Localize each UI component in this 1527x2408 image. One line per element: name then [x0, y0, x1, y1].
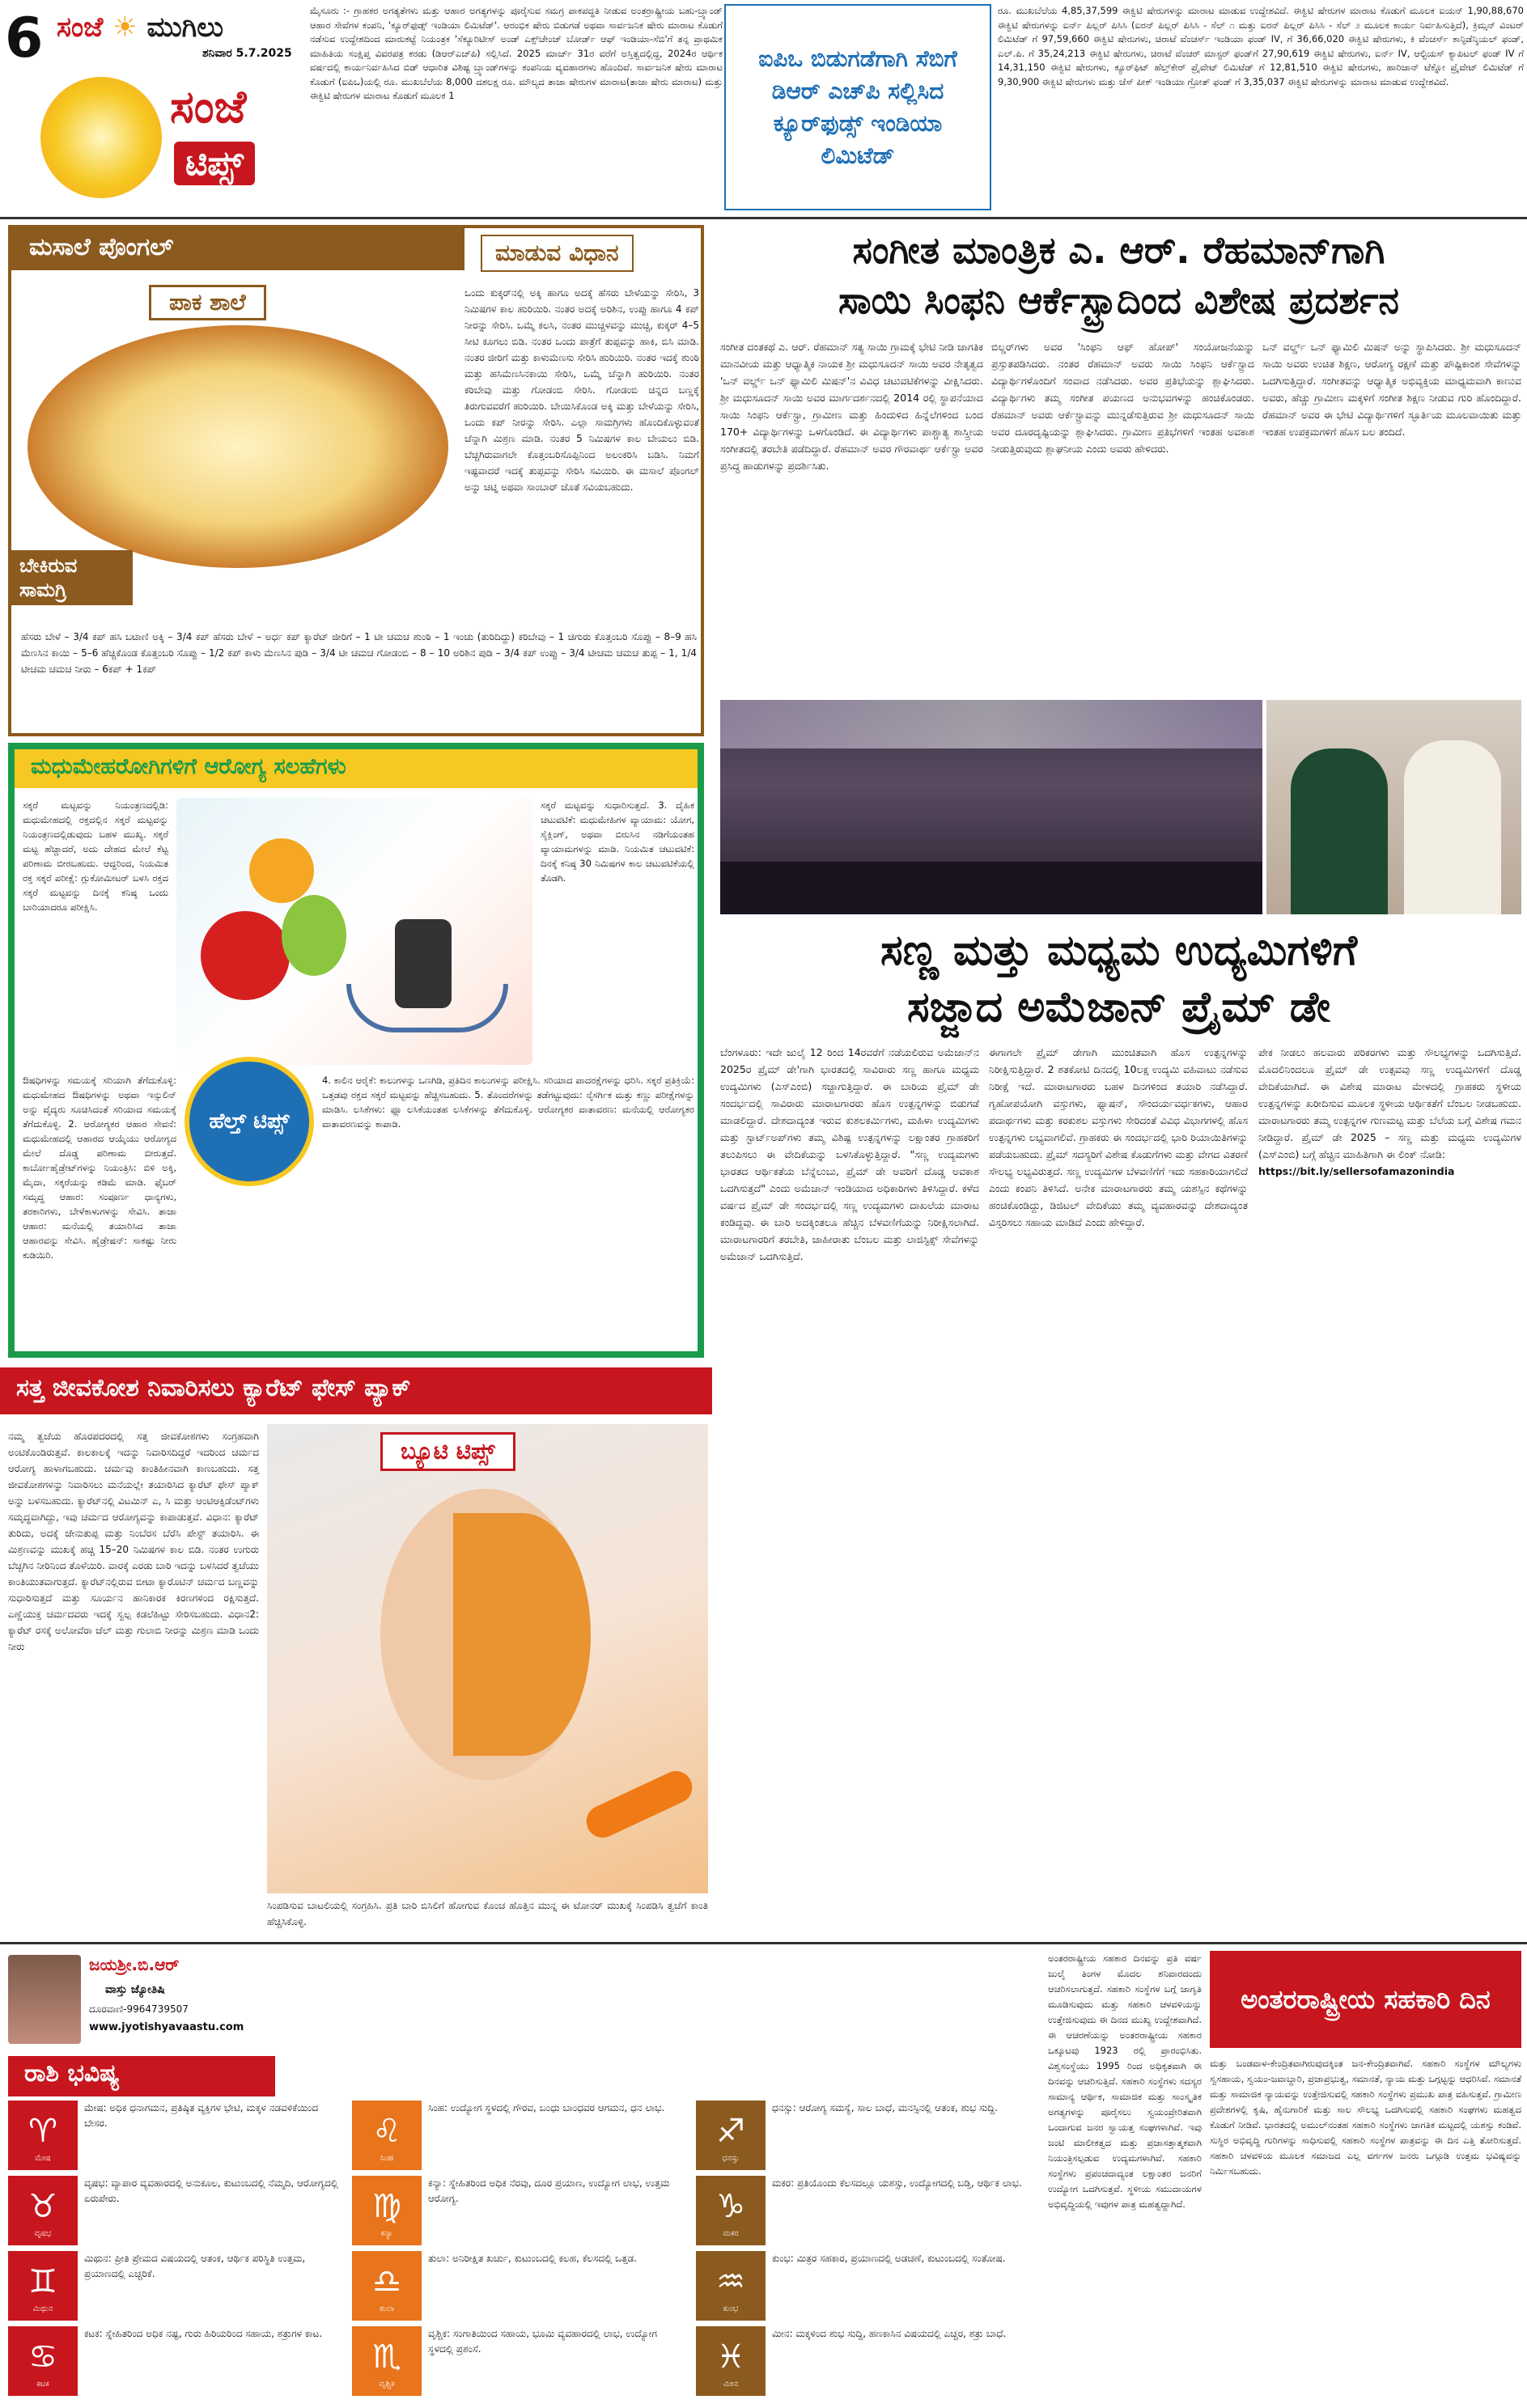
zodiac-sign-name: ಧನಸ್ಸು	[722, 2153, 740, 2163]
rahman-headline	[716, 225, 1521, 325]
pongal-title: ಮಸಾಲೆ ಪೊಂಗಲ್	[29, 233, 174, 261]
zodiac-sign-icon	[8, 2101, 78, 2170]
rahman-col2: ಬಿಲ್ಡರ್‌ಗಳು ಅವರ 'ಸಿಂಫನಿ ಆಫ್ ಹೋಪ್' ಸಂಯೋಜನೆಯನ್ನು ಪ್ರಸ್ತುತಪಡಿಸಿದರು. ನಂತರ ರೆಹಮಾನ್ ಅವರು ಸಾಯಿ ಸಿಂಫನಿ ಆರ್ಕೆಸ್ಟ್ರಾದ ವಿದ್ಯಾರ್ಥಿಗಳೊಂದಿಗೆ ಸಂವಾದ ನಡೆಸಿದರು. ಅವರ ಪ್ರತಿಭೆಯನ್ನು ಶ್ಲಾಘಿಸಿದರು. ವಿದ್ಯಾರ್ಥಿಗಳು ತಮ್ಮ ಸಂಗೀತ ಪಯಣದ ಅನುಭವಗಳನ್ನು ಹಂಚಿಕೊಂಡರು. ರೆಹಮಾನ್ ಅವರು ಆರ್ಕೆಸ್ಟ್ರಾವನ್ನು ಮುನ್ನಡೆಸುತ್ತಿರುವ ಶ್ರೀ ಮಧುಸೂದನ್ ಸಾಯಿ ಅವರ ದೂರದೃಷ್ಟಿಯನ್ನು ಶ್ಲಾಘಿಸಿದರು. ಗ್ರಾಮೀಣ ಪ್ರತಿಭೆಗಳಿಗೆ ಇಂತಹ ಅವಕಾಶ ನೀಡುತ್ತಿರುವುದು ಶ್ಲಾಘನೀಯ ಎಂದು ಅವರು ಹೇಳಿದರು.	[991, 341, 1258, 455]
horoscope-sign	[696, 2251, 1032, 2321]
paper-name	[57, 11, 223, 44]
issue-date: ಶನಿವಾರ 5.7.2025	[202, 47, 292, 60]
health-image	[176, 798, 532, 1065]
zodiac-glyph-icon: ♓	[716, 2338, 745, 2376]
horoscope-sign	[352, 2101, 688, 2171]
horoscope-text: ವೃಶ್ಚಿಕ: ಸಂಗಾತಿಯಿಂದ ಸಹಾಯ, ಭೂಮಿ ವ್ಯವಹಾರದಲ್ಲಿ ಲಾಭ, ಉದ್ಯೋಗ ಸ್ಥಳದಲ್ಲಿ ಪ್ರಶಂಸೆ.	[428, 2328, 658, 2355]
zodiac-sign-name: ಮಿಥುನ	[32, 2304, 53, 2313]
horoscope-sign	[696, 2326, 1032, 2397]
amazon-headline-line2: ಸಜ್ಜಾದ ಅಮೆಜಾನ್ ಪ್ರೈಮ್ ಡೇ	[907, 983, 1330, 1032]
beauty-image	[267, 1424, 708, 1893]
pongal-method-title: ಮಾಡುವ ವಿಧಾನ	[481, 235, 634, 272]
curefoods-headline: ಐಪಿಒ ಬಿಡುಗಡೆಗಾಗಿ ಸೆಬಿಗೆ ಡಿಆರ್ ಎಚ್‌ಪಿ ಸಲ್ಲಿಸಿದ ಕ್ಯೂರ್‌ಫುಡ್ಸ್ ಇಂಡಿಯಾ ಲಿಮಿಟೆಡ್	[758, 45, 957, 169]
paper-name-left: ಸಂಜೆ	[57, 11, 104, 44]
pongal-ingredients: ಹೆಸರು ಬೇಳೆ – 3/4 ಕಪ್ ಹಸಿ ಬಟಾಣಿ ಅಕ್ಕಿ – 3/4 ಕಪ್ ಹೆಸರು ಬೇಳೆ – ಅರ್ಧ ಕಪ್ ಕ್ಯಾರೆಟ್ ಜೀರಿಗೆ – 1 ಟೀ ಚಮಚ ಶುಂಠಿ – 1 ಇಂಚು (ತುರಿದಿದ್ದು) ಕರಿಬೇವು – 1 ಚಿಗುರು ಕೊತ್ತಂಬರಿ ಸೊಪ್ಪು – 8–9 ಹಸಿ ಮೆಣಸಿನ ಕಾಯಿ – 5–6 ಹೆಚ್ಚಿಕೊಂಡ ಕೊತ್ತಂಬರಿ ಸೊಪ್ಪು – 1/2 ಕಪ್ ಕಾಳು ಮೆಣಸಿನ ಪುಡಿ – 3/4 ಟೀ ಚಮಚ ಗೋಡಂಬಿ – 8 – 10 ಅರಿಶಿನ ಪುಡಿ – 3/4 ಕಪ್ ಉಪ್ಪು – 3/4 ಟೀಚಮ ಚಮಚ ತುಪ್ಪ – 1, 1/4 ಟೀಚಮ ಚಮಚ ನೀರು – 6ಕಪ್ + 1ಕಪ್	[21, 631, 700, 675]
zodiac-glyph-icon: ♈	[28, 2112, 57, 2150]
zodiac-sign-icon	[8, 2251, 78, 2321]
horoscope-sign	[8, 2101, 344, 2171]
zodiac-sign-icon	[8, 2326, 78, 2396]
horoscope-text: ವೃಷಭ: ವ್ಯಾಪಾರ ವ್ಯವಹಾರದಲ್ಲಿ ಅನುಕೂಲ, ಕುಟುಂಬದಲ್ಲಿ ನೆಮ್ಮದಿ, ಆರೋಗ್ಯದಲ್ಲಿ ಏರುಪೇರು.	[84, 2177, 338, 2204]
rahman-headline-line1: ಸಂಗೀತ ಮಾಂತ್ರಿಕ ಎ. ಆರ್. ರೆಹಮಾನ್‌ಗಾಗಿ	[852, 228, 1385, 272]
rahman-headline-line2: ಸಾಯಿ ಸಿಂಫನಿ ಆರ್ಕೆಸ್ಟ್ರಾದಿಂದ ವಿಶೇಷ ಪ್ರದರ್ಶನ	[838, 278, 1399, 322]
diabetes-left-bottom: ಔಷಧಿಗಳನ್ನು ಸಮಯಕ್ಕೆ ಸರಿಯಾಗಿ ತೆಗೆದುಕೊಳ್ಳಿ: ಮಧುಮೇಹದ ಔಷಧಿಗಳನ್ನು ಅಥವಾ ಇನ್ಸುಲಿನ್ ಅನ್ನು ವೈದ್ಯರು ಸೂಚಿಸಿದಂತೆ ಸರಿಯಾದ ಸಮಯಕ್ಕೆ ತೆಗೆದುಕೊಳ್ಳಿ. 2. ಆರೋಗ್ಯಕರ ಆಹಾರ ಸೇವನೆ: ಮಧುಮೇಹದಲ್ಲಿ ಆಹಾರದ ಆಯ್ಕೆಯು ಆರೋಗ್ಯದ ಮೇಲೆ ದೊಡ್ಡ ಪರಿಣಾಮ ಬೀರುತ್ತದೆ. ಕಾರ್ಬೋಹೈಡ್ರೇಟ್‌ಗಳನ್ನು ನಿಯಂತ್ರಿಸಿ: ಬಿಳಿ ಅಕ್ಕಿ, ಮೈದಾ, ಸಕ್ಕರೆಯನ್ನು ಕಡಿಮೆ ಮಾಡಿ. ಫೈಬರ್ ಸಮೃದ್ಧ ಆಹಾರ: ಸಂಪೂರ್ಣ ಧಾನ್ಯಗಳು, ತರಕಾರಿಗಳು, ಬೇಳೆಕಾಳುಗಳನ್ನು ಸೇವಿಸಿ. ತಾಜಾ ಆಹಾರ: ಮನೆಯಲ್ಲಿ ತಯಾರಿಸಿದ ತಾಜಾ ಆಹಾರವನ್ನು ಸೇವಿಸಿ. ಹೈಡ್ರೇಷನ್: ಸಾಕಷ್ಟು ನೀರು ಕುಡಿಯಿರಿ.	[23, 1075, 180, 1261]
amazon-col3: ಪೇಕ ನೀಡಲು ಹಲವಾರು ಪರಿಕರಗಳು ಮತ್ತು ಸೌಲಭ್ಯಗಳನ್ನು ಒದಗಿಸುತ್ತಿದೆ. ಮೊದಲಿನಿಂದಲೂ ಪ್ರೈಮ್ ಡೇ ಉತ್ಸವವು ಸಣ್ಣ ಉದ್ಯಮಿಗಳಿಗೆ ದೊಡ್ಡ ವೇದಿಕೆಯಾಗಿದೆ. ಈ ವಿಶೇಷ ಮಾರಾಟ ಮೇಳದಲ್ಲಿ ಗ್ರಾಹಕರು ಸ್ಥಳೀಯ ಉತ್ಪನ್ನಗಳನ್ನು ಖರೀದಿಸುವ ಮೂಲಕ ಸ್ಥಳೀಯ ಆರ್ಥಿಕತೆಗೆ ಬೆಂಬಲ ನೀಡಬಹುದು. ಮಾರಾಟಗಾರರು ತಮ್ಮ ಉತ್ಪನ್ನಗಳ ಗುಣಮಟ್ಟ ಮತ್ತು ಬೆಲೆಯ ಬಗ್ಗೆ ವಿಶೇಷ ಗಮನ ನೀಡಿದ್ದಾರೆ. ಪ್ರೈಮ್ ಡೇ 2025 – ಸಣ್ಣ ಮತ್ತು ಮಧ್ಯಮ ಉದ್ಯಮಿಗಳ (ಎಸ್‌ಎಂಬಿ) ಬಗ್ಗೆ ಹೆಚ್ಚಿನ ಮಾಹಿತಿಗಾಗಿ ಈ ಲಿಂಕ್ ನೋಡಿ:	[1258, 1046, 1525, 1160]
health-tips-badge	[185, 1057, 314, 1186]
zodiac-glyph-icon: ♎	[372, 2262, 401, 2300]
ingredients-label: ಬೇಕಿರುವ ಸಾಮಗ್ರಿ	[11, 550, 133, 605]
horoscope-sign	[8, 2176, 344, 2246]
horoscope-text: ತುಲಾ: ಅನಿರೀಕ್ಷಿತ ಖರ್ಚು, ಕುಟುಂಬದಲ್ಲಿ ಕಲಹ, ಕೆಲಸದಲ್ಲಿ ಒತ್ತಡ.	[428, 2253, 637, 2264]
horoscope-sign	[352, 2251, 688, 2321]
rahman-col3: ಒನ್ ವರ್ಲ್ಡ್ ಒನ್ ಫ್ಯಾಮಿಲಿ ಮಿಷನ್ ಅನ್ನು ಸ್ಥಾಪಿಸಿದರು. ಶ್ರೀ ಮಧುಸೂದನ್ ಸಾಯಿ ಅವರು ಉಚಿತ ಶಿಕ್ಷಣ, ಆರೋಗ್ಯ ರಕ್ಷಣೆ ಮತ್ತು ಪೌಷ್ಟಿಕಾಂಶ ಸೇವೆಗಳನ್ನು ಒದಗಿಸುತ್ತಿದ್ದಾರೆ. ಸಂಗೀತವನ್ನು ಆಧ್ಯಾತ್ಮಿಕ ಅಭಿವ್ಯಕ್ತಿಯ ಮಾಧ್ಯಮವಾಗಿ ಕಾಣುವ ಅವರು, ಹೆಚ್ಚು ಗ್ರಾಮೀಣ ಮಕ್ಕಳಿಗೆ ಸಂಗೀತ ಶಿಕ್ಷಣ ನೀಡುವ ಗುರಿ ಹೊಂದಿದ್ದಾರೆ. ರೆಹಮಾನ್ ಅವರ ಈ ಭೇಟಿ ವಿದ್ಯಾರ್ಥಿಗಳಿಗೆ ಸ್ಫೂರ್ತಿಯ ಮೂಲವಾಯಿತು ಮತ್ತು ಇಂತಹ ಉಪಕ್ರಮಗಳಿಗೆ ಹೊಸ ಬಲ ತಂದಿದೆ.	[1262, 341, 1525, 438]
horoscope-text: ಕುಂಭ: ಮಿತ್ರರ ಸಹಕಾರ, ಪ್ರಯಾಣದಲ್ಲಿ ಅಡಚಣೆ, ಕುಟುಂಬದಲ್ಲಿ ಸಂತೋಷ.	[772, 2253, 1006, 2264]
paper-name-right: ಮುಗಿಲು	[146, 11, 224, 44]
zodiac-sign-icon	[352, 2101, 422, 2170]
zodiac-sign-name: ವೃಶ್ಚಿಕ	[379, 2379, 395, 2389]
zodiac-sign-icon	[8, 2176, 78, 2245]
zodiac-glyph-icon: ♑	[716, 2187, 745, 2225]
diabetes-title: ಮಧುಮೇಹರೋಗಿಗಳಿಗೆ ಆರೋಗ್ಯ ಸಲಹೆಗಳು	[31, 754, 346, 779]
health-tips-label: ಹೆಲ್ತ್ ಟಿಪ್ಸ್	[209, 1109, 290, 1134]
zodiac-glyph-icon: ♒	[716, 2262, 745, 2300]
zodiac-sign-icon	[352, 2176, 422, 2245]
diabetes-title-band	[15, 749, 698, 788]
diabetes-left-top: ಸಕ್ಕರೆ ಮಟ್ಟವನ್ನು ನಿಯಂತ್ರಣದಲ್ಲಿಡಿ: ಮಧುಮೇಹದಲ್ಲಿ ರಕ್ತದಲ್ಲಿನ ಸಕ್ಕರೆ ಮಟ್ಟವನ್ನು ನಿಯಂತ್ರಣದಲ್ಲಿಡುವುದು ಬಹಳ ಮುಖ್ಯ. ಸಕ್ಕರೆ ಮಟ್ಟ ಹೆಚ್ಚಾದರೆ, ಅದು ದೇಹದ ಮೇಲೆ ಕೆಟ್ಟ ಪರಿಣಾಮ ಬೀರಬಹುದು. ಆದ್ದರಿಂದ, ನಿಯಮಿತ ರಕ್ತ ಸಕ್ಕರೆ ಪರೀಕ್ಷೆ: ಗ್ಲುಕೋಮೀಟರ್ ಬಳಸಿ ರಕ್ತದ ಸಕ್ಕರೆ ಮಟ್ಟವನ್ನು ದಿನಕ್ಕೆ ಕನಿಷ್ಠ ಒಂದು ಬಾರಿಯಾದರೂ ಪರೀಕ್ಷಿಸಿ.	[23, 799, 172, 913]
bulb-icon	[40, 77, 162, 198]
section-word1: ಸಂಜೆ	[170, 81, 247, 134]
amazon-headline-line1: ಸಣ್ಣ ಮತ್ತು ಮಧ್ಯಮ ಉದ್ಯಮಿಗಳಿಗೆ	[880, 926, 1358, 975]
zodiac-sign-icon	[352, 2251, 422, 2321]
carrot-body: ನಮ್ಮ ತ್ವಚೆಯ ಹೊರಪದರದಲ್ಲಿ ಸತ್ತ ಜೀವಕೋಶಗಳು ಸಂಗ್ರಹವಾಗಿ ಅಂಟಿಕೊಂಡಿರುತ್ತವೆ. ಕಾಲಕಾಲಕ್ಕೆ ಇದನ್ನು ನಿವಾರಿಸದಿದ್ದರೆ ಇದರಿಂದ ಚರ್ಮದ ಆರೋಗ್ಯ ಹಾಳಾಗಬಹುದು. ಚರ್ಮವು ಕಾಂತಿಹೀನವಾಗಿ ಕಾಣಬಹುದು. ಸತ್ತ ಜೀವಕೋಶಗಳನ್ನು ನಿವಾರಿಸಲು ಮನೆಯಲ್ಲೇ ತಯಾರಿಸಿದ ಕ್ಯಾರೆಟ್ ಫೇಸ್ ಪ್ಯಾಕ್ ಅನ್ನು ಬಳಸಬಹುದು. ಕ್ಯಾರೆಟ್‌ನಲ್ಲಿ ವಿಟಮಿನ್ ಎ, ಸಿ ಮತ್ತು ಆಂಟಿಆಕ್ಸಿಡೆಂಟ್‌ಗಳು ಸಮೃದ್ಧವಾಗಿದ್ದು, ಇವು ಚರ್ಮದ ಆರೋಗ್ಯವನ್ನು ಕಾಪಾಡುತ್ತವೆ. ವಿಧಾನ: ಕ್ಯಾರೆಟ್ ತುರಿದು, ಅದಕ್ಕೆ ಜೇನುತುಪ್ಪ ಮತ್ತು ನಿಂಬೆರಸ ಬೆರೆಸಿ ಪೇಸ್ಟ್ ತಯಾರಿಸಿ. ಈ ಮಿಶ್ರಣವನ್ನು ಮುಖಕ್ಕೆ ಹಚ್ಚಿ 15–20 ನಿಮಿಷಗಳ ಕಾಲ ಬಿಡಿ. ನಂತರ ಉಗುರು ಬೆಚ್ಚಗಿನ ನೀರಿನಿಂದ ತೊಳೆಯಿರಿ. ವಾರಕ್ಕೆ ಎರಡು ಬಾರಿ ಇದನ್ನು ಬಳಸಿದರೆ ತ್ವಚೆಯು ಕಾಂತಿಯುತವಾಗುತ್ತದೆ. ಕ್ಯಾರೆಟ್‌ನಲ್ಲಿರುವ ಬೀಟಾ ಕ್ಯಾರೊಟಿನ್ ಚರ್ಮದ ಬಣ್ಣವನ್ನು ಸುಧಾರಿಸುತ್ತದೆ ಮತ್ತು ಸೂರ್ಯನ ಹಾನಿಕಾರಕ ಕಿರಣಗಳಿಂದ ರಕ್ಷಿಸುತ್ತದೆ. ಎಣ್ಣೆಯುಕ್ತ ಚರ್ಮದವರು ಇದಕ್ಕೆ ಸ್ವಲ್ಪ ಕಡಲೆಹಿಟ್ಟು ಸೇರಿಸಬಹುದು. ವಿಧಾನ2: ಕ್ಯಾರೆಟ್ ರಸಕ್ಕೆ ಅಲೋವೆರಾ ಜೆಲ್ ಮತ್ತು ಗುಲಾಬಿ ನೀರನ್ನು ಮಿಶ್ರಣ ಮಾಡಿ ಒಂದು ನೀರು	[8, 1431, 262, 1652]
horoscope-text: ಮಿಥುನ: ಪ್ರೀತಿ ಪ್ರೇಮದ ವಿಷಯದಲ್ಲಿ ಆತಂಕ, ಆರ್ಥಿಕ ಪರಿಸ್ಥಿತಿ ಉತ್ತಮ, ಪ್ರಯಾಣದಲ್ಲಿ ಎಚ್ಚರಿಕೆ.	[84, 2253, 306, 2279]
zodiac-sign-name: ಸಿಂಹ	[380, 2153, 394, 2163]
amazon-link[interactable]: https://bit.ly/sellersofamazonindia	[1258, 1165, 1455, 1177]
astrologer-title: ವಾಸ್ತು ಜ್ಯೋತಿಷಿ	[105, 1983, 165, 1996]
horoscope-sign	[696, 2176, 1032, 2246]
amazon-headline	[716, 922, 1521, 1036]
orchestra-photo	[720, 700, 1262, 914]
zodiac-glyph-icon: ♍	[372, 2187, 401, 2225]
horoscope-grid	[8, 2101, 1044, 2404]
pongal-title-band	[11, 228, 464, 270]
carrot-title: ಸತ್ತ ಜೀವಕೋಶ ನಿವಾರಿಸಲು ಕ್ಯಾರೆಟ್ ಫೇಸ್ ಪ್ಯಾಕ್	[16, 1374, 411, 1402]
horoscope-text: ಕನ್ಯಾ: ಸ್ನೇಹಿತರಿಂದ ಅಧಿಕ ನೆರವು, ದೂರ ಪ್ರಯಾಣ, ಉದ್ಯೋಗ ಲಾಭ, ಉತ್ತಮ ಆರೋಗ್ಯ.	[428, 2177, 670, 2204]
zodiac-sign-name: ಮೇಷ	[35, 2153, 51, 2163]
astrologer-website: www.jyotishyavaastu.com	[89, 2021, 244, 2033]
horoscope-sign	[352, 2176, 688, 2246]
curefoods-headline-box	[724, 4, 991, 210]
amazon-col2: ಈಗಾಗಲೇ ಪ್ರೈಮ್ ಡೇಗಾಗಿ ಮುಂಚಿತವಾಗಿ ಹೊಸ ಉತ್ಪನ್ನಗಳನ್ನು ನಿರೀಕ್ಷಿಸುತ್ತಿದ್ದಾರೆ. 2 ಶತಕೋಟಿ ದಿನದಲ್ಲಿ 10ಲಕ್ಷ ಉದ್ಯಮಿ ವಹಿವಾಟು ನಡೆಸುವ ನಿರೀಕ್ಷೆ ಇದೆ. ಮಾರಾಟಗಾರರು ಬಹಳ ದಿನಗಳಿಂದ ತಯಾರಿ ನಡೆಸಿದ್ದಾರೆ. ಗೃಹೋಪಯೋಗಿ ವಸ್ತುಗಳು, ಫ್ಯಾಷನ್, ಸೌಂದರ್ಯವರ್ಧಕಗಳು, ಆಹಾರ ಪದಾರ್ಥಗಳು ಮತ್ತು ಕರಕುಶಲ ವಸ್ತುಗಳು ಸೇರಿದಂತೆ ವಿವಿಧ ವಿಭಾಗಗಳಲ್ಲಿ ಹೊಸ ಉತ್ಪನ್ನಗಳು ಲಭ್ಯವಾಗಲಿವೆ. ಗ್ರಾಹಕರು ಈ ಸಂದರ್ಭದಲ್ಲಿ ಭಾರಿ ರಿಯಾಯಿತಿಗಳನ್ನು ಪಡೆಯಬಹುದು. ಪ್ರೈಮ್ ಸದಸ್ಯರಿಗೆ ವಿಶೇಷ ಕೊಡುಗೆಗಳು ಮತ್ತು ವೇಗದ ವಿತರಣೆ ಸೌಲಭ್ಯ ಲಭ್ಯವಿರುತ್ತದೆ. ಸಣ್ಣ ಉದ್ಯಮಿಗಳ ಬೆಳವಣಿಗೆಗೆ ಇದು ಸಹಕಾರಿಯಾಗಲಿದೆ ಎಂದು ಕಂಪನಿ ತಿಳಿಸಿದೆ. ಅನೇಕ ಮಾರಾಟಗಾರರು ತಮ್ಮ ಯಶಸ್ಸಿನ ಕಥೆಗಳನ್ನು ಹಂಚಿಕೊಂಡಿದ್ದು, ಡಿಜಿಟಲ್ ವೇದಿಕೆಯು ತಮ್ಮ ವ್ಯವಹಾರವನ್ನು ದೇಶದಾದ್ಯಂತ ವಿಸ್ತರಿಸಲು ಸಹಾಯ ಮಾಡಿದೆ ಎಂದು ಹೇಳಿದ್ದಾರೆ.	[989, 1046, 1251, 1228]
zodiac-sign-name: ಮೀನ	[723, 2379, 738, 2389]
coop-col1: ಅಂತರರಾಷ್ಟ್ರೀಯ ಸಹಕಾರ ದಿನವನ್ನು ಪ್ರತಿ ವರ್ಷ ಜುಲೈ ತಿಂಗಳ ಮೊದಲ ಶನಿವಾರದಂದು ಆಚರಿಸಲಾಗುತ್ತದೆ. ಸಹಕಾರಿ ಸಂಸ್ಥೆಗಳ ಬಗ್ಗೆ ಜಾಗೃತಿ ಮೂಡಿಸುವುದು ಮತ್ತು ಸಹಕಾರಿ ಚಳವಳಿಯನ್ನು ಉತ್ತೇಜಿಸುವುದು ಈ ದಿನದ ಮುಖ್ಯ ಉದ್ದೇಶವಾಗಿದೆ. ಈ ಆಚರಣೆಯನ್ನು ಅಂತರರಾಷ್ಟ್ರೀಯ ಸಹಕಾರ ಒಕ್ಕೂಟವು 1923 ರಲ್ಲಿ ಪ್ರಾರಂಭಿಸಿತು. ವಿಶ್ವಸಂಸ್ಥೆಯು 1995 ರಿಂದ ಅಧಿಕೃತವಾಗಿ ಈ ದಿನವನ್ನು ಆಚರಿಸುತ್ತಿದೆ. ಸಹಕಾರಿ ಸಂಸ್ಥೆಗಳು ಸದಸ್ಯರ ಸಾಮಾನ್ಯ ಆರ್ಥಿಕ, ಸಾಮಾಜಿಕ ಮತ್ತು ಸಾಂಸ್ಕೃತಿಕ ಅಗತ್ಯಗಳನ್ನು ಪೂರೈಸಲು ಸ್ವಯಂಪ್ರೇರಿತವಾಗಿ ಒಂದಾಗುವ ಜನರ ಸ್ವಾಯತ್ತ ಸಂಘಗಳಾಗಿವೆ. ಇವು ಜಂಟಿ ಮಾಲೀಕತ್ವದ ಮತ್ತು ಪ್ರಜಾಸತ್ತಾತ್ಮಕವಾಗಿ ನಿಯಂತ್ರಿಸಲ್ಪಡುವ ಉದ್ಯಮಗಳಾಗಿವೆ. ಸಹಕಾರಿ ಸಂಸ್ಥೆಗಳು ಪ್ರಪಂಚದಾದ್ಯಂತ ಲಕ್ಷಾಂತರ ಜನರಿಗೆ ಉದ್ಯೋಗ ಒದಗಿಸುತ್ತವೆ. ಸ್ಥಳೀಯ ಸಮುದಾಯಗಳ ಅಭಿವೃದ್ಧಿಯಲ್ಲಿ ಇವುಗಳ ಪಾತ್ರ ಮಹತ್ವದ್ದಾಗಿದೆ.	[1048, 1952, 1205, 2210]
pear-icon	[282, 895, 346, 976]
horoscope-text: ಮಕರ: ಪ್ರತಿಯೊಂದು ಕೆಲಸದಲ್ಲೂ ಯಶಸ್ಸು, ಉದ್ಯೋಗದಲ್ಲಿ ಬಡ್ತಿ, ಆರ್ಥಿಕ ಲಾಭ.	[772, 2177, 1022, 2189]
carrot-caption: ಸಿಂಪಡಿಸುವ ಬಾಟಲಿಯಲ್ಲಿ ಸಂಗ್ರಹಿಸಿ. ಪ್ರತಿ ಬಾರಿ ಬಿಸಿಲಿಗೆ ಹೋಗುವ ಕೊಂಚ ಹೊತ್ತಿನ ಮುನ್ನ ಈ ಟೋನರ್ ಮುಖಕ್ಕೆ ಸಿಂಪಡಿಸಿ ತ್ವಚೆಗೆ ಕಾಂತಿ ಹೆಚ್ಚಿಸಿಕೊಳ್ಳಿ.	[267, 1900, 711, 1927]
horoscope-text: ಧನಸ್ಸು: ಆರೋಗ್ಯ ಸಮಸ್ಯೆ, ಸಾಲ ಬಾಧೆ, ಮನಸ್ಸಿನಲ್ಲಿ ಆತಂಕ, ಶುಭ ಸುದ್ದಿ.	[772, 2102, 998, 2113]
rahman-portrait-photo	[1266, 700, 1521, 914]
diabetes-right-bottom: 4. ಕಾಲಿನ ಆರೈಕೆ: ಕಾಲುಗಳನ್ನು ಒಣಗಿಡಿ, ಪ್ರತಿದಿನ ಕಾಲುಗಳನ್ನು ಪರೀಕ್ಷಿಸಿ. ಸರಿಯಾದ ಪಾದರಕ್ಷೆಗಳನ್ನು ಧರಿಸಿ. ಸಕ್ಕರೆ ಪ್ರತಿಕ್ರಿಯೆ: ಒತ್ತಡವು ರಕ್ತದ ಸಕ್ಕರೆ ಮಟ್ಟವನ್ನು ಹೆಚ್ಚಿಸಬಹುದು. 5. ತೊಂದರೆಗಳನ್ನು ತಡೆಗಟ್ಟುವುದು: ನೈಸರ್ಗಿಕ ಮತ್ತು ಕಣ್ಣು ಪರೀಕ್ಷೆಗಳನ್ನು ಮಾಡಿಸಿ. ಲಸಿಕೆಗಳು: ಫ್ಲೂ ಲಸಿಕೆಯಂತಹ ಲಸಿಕೆಗಳನ್ನು ತೆಗೆದುಕೊಳ್ಳಿ. ಆರೋಗ್ಯಕರ ವಾತಾವರಣ: ಮನೆಯಲ್ಲಿ ಆರೋಗ್ಯಕರ ವಾತಾವರಣವನ್ನು ಕಾಪಾಡಿ.	[322, 1075, 698, 1130]
horoscope-text: ಕಟಕ: ಸ್ನೇಹಿತರಿಂದ ಅಧಿಕ ನಷ್ಟ, ಗುರು ಹಿರಿಯರಿಂದ ಸಹಾಯ, ಶತ್ರುಗಳ ಕಾಟ.	[84, 2328, 323, 2339]
horoscope-sign	[8, 2251, 344, 2321]
apple-icon	[201, 911, 290, 1000]
zodiac-glyph-icon: ♉	[28, 2187, 57, 2225]
page-number: 6	[5, 6, 44, 70]
zodiac-glyph-icon: ♏	[372, 2338, 401, 2376]
zodiac-sign-name: ಕನ್ಯಾ	[380, 2228, 393, 2238]
stage-lights	[720, 700, 1262, 748]
amazon-col3-wrap	[1258, 1044, 1525, 1934]
horoscope-text: ಮೀನ: ಮಕ್ಕಳಿಂದ ಶುಭ ಸುದ್ದಿ, ಹಣಕಾಸಿನ ವಿಷಯದಲ್ಲಿ ಎಚ್ಚರ, ಶತ್ರು ಬಾಧೆ.	[772, 2328, 1007, 2339]
zodiac-sign-name: ವೃಷಭ	[34, 2228, 52, 2238]
zodiac-sign-name: ಕುಂಭ	[723, 2304, 739, 2313]
horoscope-sign	[352, 2326, 688, 2397]
coop-title-box	[1210, 1951, 1521, 2048]
horoscope-title: ರಾಶಿ ಭವಿಷ್ಯ	[8, 2056, 275, 2096]
zodiac-glyph-icon: ♋	[28, 2338, 57, 2376]
horoscope-sign	[8, 2326, 344, 2397]
astrologer-phone: ದೂರವಾಣಿ-9964739507	[89, 2003, 189, 2015]
zodiac-sign-icon	[696, 2101, 766, 2170]
divider	[0, 217, 1527, 219]
carrots-icon	[581, 1766, 698, 1842]
zodiac-sign-icon	[696, 2251, 766, 2321]
carrot-mask-icon	[453, 1513, 591, 1756]
coop-title: ಅಂತರರಾಷ್ಟ್ರೀಯ ಸಹಕಾರಿ ದಿನ	[1241, 1984, 1491, 2015]
kitchen-label: ಪಾಕ ಶಾಲೆ	[149, 285, 266, 320]
zodiac-glyph-icon: ♌	[372, 2112, 401, 2150]
coop-section	[1048, 1947, 1525, 2408]
zodiac-sign-icon	[352, 2326, 422, 2396]
zodiac-sign-name: ತುಲಾ	[379, 2304, 395, 2313]
stage-floor	[720, 862, 1262, 914]
rahman-col1: ಸಂಗೀತ ದಂತಕಥೆ ಎ. ಆರ್. ರೆಹಮಾನ್ ಸತ್ಯ ಸಾಯಿ ಗ್ರಾಮಕ್ಕೆ ಭೇಟಿ ನೀಡಿ ಜಾಗತಿಕ ಮಾನವೀಯ ಮತ್ತು ಆಧ್ಯಾತ್ಮಿಕ ನಾಯಕ ಶ್ರೀ ಮಧುಸೂದನ್ ಸಾಯಿ ಅವರ ನೇತೃತ್ವದ 'ಒನ್ ವರ್ಲ್ಡ್ ಒನ್ ಫ್ಯಾಮಿಲಿ ಮಿಷನ್'ನ ವಿವಿಧ ಚಟುವಟಿಕೆಗಳನ್ನು ವೀಕ್ಷಿಸಿದರು. ಶ್ರೀ ಮಧುಸೂದನ್ ಸಾಯಿ ಅವರ ಮಾರ್ಗದರ್ಶನದಲ್ಲಿ 2014 ರಲ್ಲಿ ಸ್ಥಾಪನೆಯಾದ ಸಾಯಿ ಸಿಂಫನಿ ಆರ್ಕೆಸ್ಟ್ರಾ, ಗ್ರಾಮೀಣ ಮತ್ತು ಹಿಂದುಳಿದ ಹಿನ್ನೆಲೆಗಳಿಂದ ಬಂದ 170+ ವಿದ್ಯಾರ್ಥಿಗಳನ್ನು ಒಳಗೊಂಡಿದೆ. ಈ ವಿದ್ಯಾರ್ಥಿಗಳು ಪಾಶ್ಚಾತ್ಯ ಶಾಸ್ತ್ರೀಯ ಸಂಗೀತದಲ್ಲಿ ತರಬೇತಿ ಪಡೆದಿದ್ದಾರೆ. ರೆಹಮಾನ್ ಅವರ ಗೌರವಾರ್ಥ ಆರ್ಕೆಸ್ಟ್ರಾ ಅವರ ಪ್ರಸಿದ್ಧ ಹಾಡುಗಳನ್ನು ಪ್ರದರ್ಶಿಸಿತು.	[720, 341, 986, 472]
sai-figure	[1404, 740, 1501, 914]
curefoods-col2: ರೂ. ಮುಖಬೆಲೆಯ 4,85,37,599 ಈಕ್ವಿಟಿ ಷೇರುಗಳನ್ನು ಮಾರಾಟ ಮಾಡುವ ಉದ್ದೇಶವಿದೆ. ಈಕ್ವಿಟಿ ಷೇರುಗಳ ಮಾರಾಟ ಕೊಡುಗೆ ಮೂಲಕ ಐಯನ್ 1,90,88,670 ಈಕ್ವಿಟಿ ಷೇರುಗಳನ್ನು ಐರ್ನ್ ಪಿಲ್ಲರ್ ಪಿಸಿಸಿ (ಐರನ್ ಪಿಲ್ಲರ್ ಪಿಸಿಸಿ - ಸೆಲ್ ೧ ಮತ್ತು ಐರನ್ ಪಿಲ್ಲರ್ ಪಿಸಿಸಿ - ಸೆಲ್ ೨ ಮೂಲಕ ಕಾರ್ಯ ನಿರ್ವಹಿಸುತ್ತಿದೆ), ಕ್ರಿಮ್ಸನ್ ವಿಂಟರ್ ಲಿಮಿಟೆಡ್ ಗೆ 97,59,660 ಈಕ್ವಿಟಿ ಷೇರುಗಳು, ಚಿರಾಟೆ ವೆಂಚರ್ಸ್ ಇಂಡಿಯಾ ಫಂಡ್ IV, ಗೆ 36,66,020 ಈಕ್ವಿಟಿ ಷೇರುಗಳು, ಕಿ ವೆಂಚರ್ಸ್ ಕಾನ್ಫಿಡೆನ್ಶಿಯಲ್ ಫಂಡ್, ಎಲ್.ಪಿ. ಗೆ 35,24,213 ಈಕ್ವಿಟಿ ಷೇರುಗಳು, ಚಿರಾಟೆ ವೆಂಚರ್ ಮಾಸ್ಟರ್ ಫಂಡ್‌ಗೆ 27,90,619 ಈಕ್ವಿಟಿ ಷೇರುಗಳು, ಐರ್ನ್ IV, ಆಲ್ಟಿಯಸ್ ಕ್ಯಾಪಿಟಲ್ ಫಂಡ್ IV ಗೆ 14,31,150 ಈಕ್ವಿಟಿ ಷೇರುಗಳು, ಕ್ಯೂರ್‌ಫಿಟ್ ಹೆಲ್ತ್‌ಕೇರ್ ಪ್ರೈವೇಟ್ ಲಿಮಿಟೆಡ್ ಗೆ 12,81,510 ಈಕ್ವಿಟಿ ಷೇರುಗಳು, ಹಾರಿಜಾನ್ ಟೆಕ್ನೋ ಪ್ರೈವೇಟ್ ಲಿಮಿಟೆಡ್ ಗೆ 9,30,900 ಈಕ್ವಿಟಿ ಷೇರುಗಳು ಮತ್ತು ಜೆಸ್ ಪೀಕ್ ಇಂಡಿಯಾ ಗ್ರೋತ್ ಫಂಡ್ ಗೆ 3,35,037 ಈಕ್ವಿಟಿ ಷೇರುಗಳನ್ನು ಮಾರಾಟ ಮಾಡುವ ಉದ್ದೇಶವಿದೆ.	[998, 5, 1527, 87]
zodiac-sign-name: ಮಕರ	[723, 2228, 739, 2238]
divider	[0, 1942, 1527, 1944]
diabetes-section	[8, 743, 704, 1358]
section-word2: ಟಿಪ್ಸ್	[174, 142, 255, 185]
pongal-section	[8, 225, 704, 736]
zodiac-glyph-icon: ♐	[716, 2112, 745, 2150]
amazon-col1: ಬೆಂಗಳೂರು: ಇದೇ ಜುಲೈ 12 ರಿಂದ 14ರವರೆಗೆ ನಡೆಯಲಿರುವ ಅಮೆಜಾನ್‌ನ 2025ರ ಪ್ರೈಮ್ ಡೇ'ಗಾಗಿ ಭಾರತದಲ್ಲಿ ಸಾವಿರಾರು ಸಣ್ಣ ಹಾಗೂ ಮಧ್ಯಮ ಉದ್ಯಮಿಗಳು (ಎಸ್‌ಎಂಬಿ) ಸಜ್ಜಾಗುತ್ತಿದ್ದಾರೆ. ಈ ಬಾರಿಯ ಪ್ರೈಮ್ ಡೇ ಸಂದರ್ಭದಲ್ಲಿ ಸಾವಿರಾರು ಮಾರಾಟಗಾರರು ಹೊಸ ಉತ್ಪನ್ನಗಳನ್ನು ಬಿಡುಗಡೆ ಮಾಡಲಿದ್ದಾರೆ. ದೇಶದಾದ್ಯಂತ ಇರುವ ಕುಶಲಕರ್ಮಿಗಳು, ಮಹಿಳಾ ಉದ್ಯಮಿಗಳು ಮತ್ತು ಸ್ಟಾರ್ಟ್‌ಅಪ್‌ಗಳು ತಮ್ಮ ವಿಶಿಷ್ಟ ಉತ್ಪನ್ನಗಳನ್ನು ಲಕ್ಷಾಂತರ ಗ್ರಾಹಕರಿಗೆ ತಲುಪಿಸಲು ಈ ವೇದಿಕೆಯನ್ನು ಬಳಸಿಕೊಳ್ಳುತ್ತಿದ್ದಾರೆ. "ಸಣ್ಣ ಉದ್ಯಮಗಳು ಭಾರತದ ಆರ್ಥಿಕತೆಯ ಬೆನ್ನೆಲುಬು, ಪ್ರೈಮ್ ಡೇ ಅವರಿಗೆ ದೊಡ್ಡ ಅವಕಾಶ ಒದಗಿಸುತ್ತದೆ" ಎಂದು ಅಮೆಜಾನ್ ಇಂಡಿಯಾದ ಅಧಿಕಾರಿಗಳು ತಿಳಿಸಿದ್ದಾರೆ. ಕಳೆದ ವರ್ಷದ ಪ್ರೈಮ್ ಡೇ ಸಂದರ್ಭದಲ್ಲಿ ಸಣ್ಣ ಉದ್ಯಮಗಳು ದಾಖಲೆಯ ಮಾರಾಟ ಕಂಡಿದ್ದವು. ಈ ಬಾರಿ ಅದಕ್ಕಿಂತಲೂ ಹೆಚ್ಚಿನ ಬೆಳವಣಿಗೆಯನ್ನು ನಿರೀಕ್ಷಿಸಲಾಗಿದೆ. ಮಾರಾಟಗಾರರಿಗೆ ತರಬೇತಿ, ಜಾಹೀರಾತು ಬೆಂಬಲ ಮತ್ತು ಲಾಜಿಸ್ಟಿಕ್ಸ್ ಸೇವೆಗಳನ್ನು ಅಮೆಜಾನ್ ಒದಗಿಸುತ್ತಿದೆ.	[720, 1046, 982, 1262]
zodiac-glyph-icon: ♊	[28, 2262, 57, 2300]
beauty-tips-badge: ಬ್ಯೂಟಿ ಟಿಪ್ಸ್	[380, 1432, 515, 1471]
horoscope-sign	[696, 2101, 1032, 2171]
diabetes-right-top: ಸಕ್ಕರೆ ಮಟ್ಟವನ್ನು ಸುಧಾರಿಸುತ್ತದೆ. 3. ದೈಹಿಕ ಚಟುವಟಿಕೆ: ಮಧುಮೇಹಿಗಳ ವ್ಯಾಯಾಮ: ಯೋಗ, ಸೈಕ್ಲಿಂಗ್, ಅಥವಾ ಬಿರುಸಿನ ನಡಿಗೆಯಂತಹ ವ್ಯಾಯಾಮಗಳನ್ನು ಮಾಡಿ. ನಿಯಮಿತ ಚಟುವಟಿಕೆ: ದಿನಕ್ಕೆ ಕನಿಷ್ಠ 30 ನಿಮಿಷಗಳ ಕಾಲ ಚಟುವಟಿಕೆಯಲ್ಲಿ ತೊಡಗಿ.	[541, 799, 698, 884]
astrologer-photo	[8, 1955, 81, 2044]
zodiac-sign-name: ಕಟಕ	[36, 2379, 49, 2389]
carrot-title-band	[0, 1367, 712, 1414]
pongal-image	[28, 325, 448, 568]
coop-col2: ಮತ್ತು ಬಂಡವಾಳ-ಕೇಂದ್ರಿತವಾಗಿರುವುದಕ್ಕಿಂತ ಜನ-ಕೇಂದ್ರಿತವಾಗಿವೆ. ಸಹಕಾರಿ ಸಂಸ್ಥೆಗಳ ಮೌಲ್ಯಗಳು ಸ್ವಸಹಾಯ, ಸ್ವಯಂ-ಜವಾಬ್ದಾರಿ, ಪ್ರಜಾಪ್ರಭುತ್ವ, ಸಮಾನತೆ, ನ್ಯಾಯ ಮತ್ತು ಒಗ್ಗಟ್ಟನ್ನು ಆಧರಿಸಿವೆ. ಸಮಾನತೆ ಮತ್ತು ಸಾಮಾಜಿಕ ನ್ಯಾಯವನ್ನು ಉತ್ತೇಜಿಸುವಲ್ಲಿ ಸಹಕಾರಿ ಸಂಸ್ಥೆಗಳು ಪ್ರಮುಖ ಪಾತ್ರ ವಹಿಸುತ್ತವೆ. ಗ್ರಾಮೀಣ ಪ್ರದೇಶಗಳಲ್ಲಿ ಕೃಷಿ, ಹೈನುಗಾರಿಕೆ ಮತ್ತು ಸಾಲ ಸೌಲಭ್ಯ ಒದಗಿಸುವಲ್ಲಿ ಸಹಕಾರಿ ಸಂಘಗಳು ಮಹತ್ವದ ಕೊಡುಗೆ ನೀಡಿವೆ. ಭಾರತದಲ್ಲಿ ಅಮುಲ್‌ನಂತಹ ಸಹಕಾರಿ ಸಂಸ್ಥೆಗಳು ಜಾಗತಿಕ ಮಟ್ಟದಲ್ಲಿ ಯಶಸ್ಸು ಕಂಡಿವೆ. ಸುಸ್ಥಿರ ಅಭಿವೃದ್ಧಿ ಗುರಿಗಳನ್ನು ಸಾಧಿಸುವಲ್ಲಿ ಸಹಕಾರಿ ಸಂಸ್ಥೆಗಳ ಪಾತ್ರವನ್ನು ಈ ದಿನ ಎತ್ತಿ ತೋರಿಸುತ್ತದೆ. ಸಹಕಾರಿ ಚಳವಳಿಯ ಮೂಲಕ ಸಮಾಜದ ಎಲ್ಲ ವರ್ಗಗಳ ಜನರು ಒಗ್ಗೂಡಿ ಉತ್ತಮ ಭವಿಷ್ಯವನ್ನು ನಿರ್ಮಿಸಬಹುದು.	[1210, 2058, 1525, 2177]
pongal-method: ಒಂದು ಕುಕ್ಕರ್‌ನಲ್ಲಿ ಅಕ್ಕಿ ಹಾಗೂ ಅದಕ್ಕೆ ಹೆಸರು ಬೇಳೆಯನ್ನು ಸೇರಿಸಿ, 3 ನಿಮಿಷಗಳ ಕಾಲ ಹುರಿಯಿರಿ. ನಂತರ ಅದಕ್ಕೆ ಅರಿಶಿನ, ಉಪ್ಪು ಹಾಗೂ 4 ಕಪ್ ನೀರನ್ನು ಸೇರಿಸಿ. ಒಮ್ಮೆ ಕಲಸಿ, ನಂತರ ಮುಚ್ಚಳವನ್ನು ಮುಚ್ಚಿ, ಕುಕ್ಕರ್ 4–5 ಸೀಟಿ ಕೂಗಲು ಬಿಡಿ. ನಂತರ ಒಂದು ಪಾತ್ರೆಗೆ ತುಪ್ಪವನ್ನು ಹಾಕಿ, ಬಿಸಿ ಮಾಡಿ. ನಂತರ ಜೀರಿಗೆ ಮತ್ತು ಕಾಳುಮೆಣಸು ಸೇರಿಸಿ ಹುರಿಯಿರಿ. ನಂತರ ಇದಕ್ಕೆ ಶುಂಠಿ ಮತ್ತು ಹಸಿಮೆಣಸಿನಕಾಯಿ ಸೇರಿಸಿ, ಒಮ್ಮೆ ಚೆನ್ನಾಗಿ ಹುರಿಯಿರಿ. ನಂತರ ಕರಿಬೇವು ಮತ್ತು ಗೋಡಂಬಿ ಸೇರಿಸಿ. ಗೋಡಂಬಿ ಚಿನ್ನದ ಬಣ್ಣಕ್ಕೆ ತಿರುಗುವವರೆಗೆ ಹುರಿಯಿರಿ. ಬೇಯಿಸಿಕೊಂಡ ಅಕ್ಕಿ ಮತ್ತು ಬೇಳೆಯನ್ನು ಸೇರಿಸಿ, ಒಂದು ಕಪ್ ನೀರನ್ನು ಸೇರಿಸಿ. ಎಲ್ಲಾ ಸಾಮಗ್ರಿಗಳು ಹೊಂದಿಕೊಳ್ಳುವಂತೆ ಚೆನ್ನಾಗಿ ಮಿಶ್ರಣ ಮಾಡಿ. ನಂತರ 5 ನಿಮಿಷಗಳ ಕಾಲ ಬೇಯಲು ಬಿಡಿ. ಬೆಚ್ಚಗಿರುವಾಗಲೇ ಕೊತ್ತಂಬರಿಸೊಪ್ಪಿನಿಂದ ಅಲಂಕರಿಸಿ ಬಡಿಸಿ. ನಿಮಗೆ ಇಷ್ಟವಾದರೆ ಇದಕ್ಕೆ ತುಪ್ಪವನ್ನು ಸೇರಿಸಿ ಸವಿಯಿರಿ. ಈ ಮಸಾಲೆ ಪೊಂಗಲ್ ಅನ್ನು ಚಟ್ನಿ ಅಥವಾ ಸಾಂಬಾರ್ ಜೊತೆ ಸವಿಯಬಹುದು.	[464, 287, 702, 493]
zodiac-sign-icon	[696, 2176, 766, 2245]
horoscope-text: ಸಿಂಹ: ಉದ್ಯೋಗ ಸ್ಥಳದಲ್ಲಿ ಗೌರವ, ಬಂಧು ಬಾಂಧವರ ಆಗಮನ, ಧನ ಲಾಭ.	[428, 2102, 665, 2113]
zodiac-sign-icon	[696, 2326, 766, 2396]
curefoods-col1: ಮೈಸೂರು :- ಗ್ರಾಹಕರ ಅಗತ್ಯತೆಗಳು ಮತ್ತು ಆಹಾರ ಅಗತ್ಯಗಳನ್ನು ಪೂರೈಸುವ ಸಮಗ್ರ ಪಾಕಪದ್ಧತಿ ನೀಡುವ ಅಂತರ್ರಾಷ್ಟ್ರೀಯ ಬಹು-ಬ್ರ್ಯಾಂಡ್ ಆಹಾರ ಸೇವೆಗಳ ಕಂಪನಿ, 'ಕ್ಯೂರ್‌ಫುಡ್ಸ್ ಇಂಡಿಯಾ ಲಿಮಿಟೆಡ್'. ಆರಂಭಿಕ ಷೇರು ಬಿಡುಗಡೆ ಅಥವಾ ಸಾರ್ವಜನಿಕ ಷೇರು ಮಾರಾಟ ಕೊಡುಗೆ ನಡೆಸುವ ಉದ್ದೇಶದಿಂದ ಮಾರುಕಟ್ಟೆ ನಿಯಂತ್ರಕ 'ಸೆಕ್ಯೂರಿಟೀಸ್ ಅಂಡ್ ಎಕ್ಸ್‌ಚೇಂಜ್ ಬೋರ್ಡ್ ಆಫ್ ಇಂಡಿಯಾ-ಸೆಬಿ'ಗೆ ತನ್ನ ಪ್ರಾಥಮಿಕ ಮಾಹಿತಿಯ ಸಂಕ್ಷಿಪ್ತ ವಿವರಪತ್ರ ಕರಡು (ಡಿಆರ್‌ಎಚ್‌ಪಿ) ಸಲ್ಲಿಸಿದೆ. 2025 ಮಾರ್ಚ್ 31ರ ವರೆಗೆ ಅಸ್ತಿತ್ವದಲ್ಲಿದ್ದ, 2024ರ ಆರ್ಥಿಕ ವರ್ಷದಲ್ಲಿ ಕಾರ್ಯನಿರ್ವಹಿಸಿದ ಬಿಡ್ ಆಧಾರಿತ ವಿಶಿಷ್ಟ ಬ್ರ್ಯಾಂಡ್‌ಗಳನ್ನು ಕಂಪನಿಯ ವ್ಯವಹಾರಗಳು ಹೊಂದಿವೆ. ಸಾರ್ವಜನಿಕ ಷೇರು ಮಾರಾಟ ಕೊಡುಗೆ (ಐಪಿಒ)ಯಲ್ಲಿ ರೂ. ಮುಖಬೆಲೆಯ 8,000 ದಶಲಕ್ಷ ರೂ. ಮೌಲ್ಯದ ತಾಜಾ ಷೇರುಗಳ ಮಾರಾಟ(ತಾಜಾ ಷೇರು ಮಾರಾಟ) ಮತ್ತು ಈಕ್ವಿಟಿ ಷೇರುಗಳ ಮಾರಾಟ ಕೊಡುಗೆ ಮೂಲಕ 1	[310, 5, 726, 101]
orange-icon	[249, 838, 314, 903]
horoscope-section	[0, 1947, 1044, 2408]
masthead	[0, 0, 308, 214]
horoscope-text: ಮೇಷ: ಅಧಿಕ ಧನಾಗಮನ, ಪ್ರತಿಷ್ಠಿತ ವ್ಯಕ್ತಿಗಳ ಭೇಟಿ, ಮಕ್ಕಳ ನಡವಳಿಕೆಯಿಂದ ಬೇಸರ.	[84, 2102, 319, 2129]
rahman-figure	[1291, 748, 1388, 914]
stethoscope-icon	[346, 984, 508, 1032]
sun-logo-icon: ☀	[112, 11, 138, 44]
astrologer-name: ಜಯಶ್ರೀ.ಬಿ.ಆರ್	[89, 1955, 180, 1974]
